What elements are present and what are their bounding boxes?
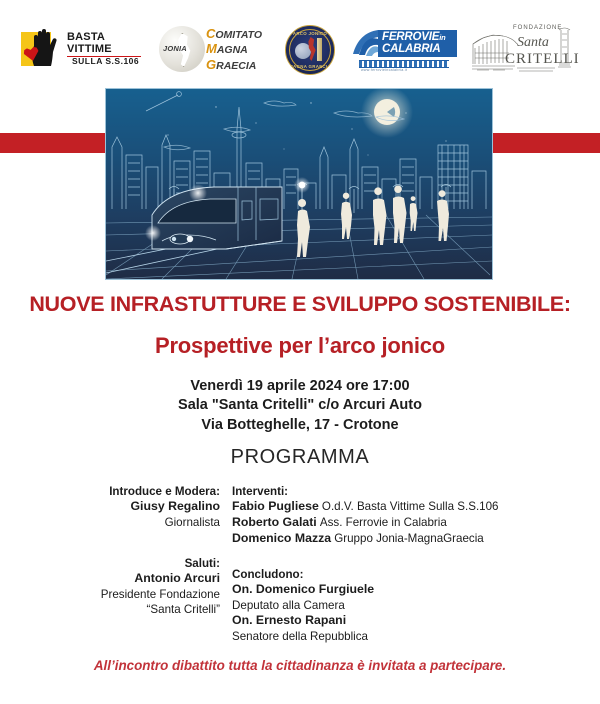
emblem-column-icon [317,38,322,61]
speaker-row [232,515,562,531]
column-spacer [232,547,562,567]
event-date: Venerdì 19 aprile 2024 ore 17:00 [190,378,410,394]
ferrovie-url: www.ferrovieincalabria.it [361,68,408,72]
saluti-role-line1: Presidente Fondazione [100,588,220,602]
event-address: Via Botteghelle, 17 - Crotone [201,416,399,433]
emblem-globe-icon [295,43,311,59]
basta-vittime-line1: BASTA VITTIME [67,30,112,55]
invitation-footer: All’incontro dibattito tutta la cittadinanza è invitata a partecipare. [93,658,507,673]
speaker-name: Fabio Pugliese [232,499,319,514]
column-spacer [40,530,220,556]
fondazione-kicker: FONDAZIONE [513,25,563,31]
jonia-label: JONIA [163,44,187,53]
saluti-name: Antonio Arcuri [134,571,220,586]
speaker-name: Domenico Mazza [232,531,332,546]
saluti-group [40,556,220,617]
comitato-line [206,26,262,41]
ferrovie-line1 [382,31,454,43]
magna-line [206,41,262,56]
cap-c: C [206,25,216,41]
event-details [0,377,600,435]
speaker-name: Roberto Galati [232,515,317,530]
logo-comitato-magna-graecia [159,23,267,75]
event-venue: Sala "Santa Critelli" c/o Arcuri Auto [178,397,422,414]
logo-arco-jonico-emblem [285,25,333,73]
programma-right-column [232,484,562,644]
emblem-top-text: ARCO JONICO [292,31,328,36]
ferrovie-wordmark [378,30,457,57]
closing-speaker-name: On. Ernesto Rapani [232,613,347,628]
basta-vittime-line2: SULLA S.S.106 [72,56,140,67]
speaker-row [232,499,562,515]
rail-swoosh-icon [351,28,381,58]
interventi-group [232,484,562,547]
comitato-rest: OMITATO [215,28,263,41]
logo-ferrovie-in-calabria [351,24,451,74]
ferrovie-line2: CALABRIA [382,43,441,56]
basta-vittime-mark [19,27,65,71]
cap-g: G [206,56,217,72]
hero-illustration [106,89,492,279]
closing-speaker-role: Senatore della Repubblica [232,630,369,644]
moderator-role: Giornalista [164,516,220,530]
interventi-title: Interventi: [232,485,289,498]
saluti-title: Saluti: [184,557,220,571]
ferrovie-in: in [439,33,446,42]
saluti-role-line2: “Santa Critelli” [146,603,220,617]
closing-speaker-name: On. Domenico Furgiuele [232,582,375,597]
concludono-group [232,567,562,644]
speaker-row [232,531,562,547]
poster-title-line2: Prospettive per l’arco jonico [154,333,446,358]
hero-image-night-train-city [105,88,493,280]
magna-rest: AGNA [216,44,248,57]
poster-title-line1: NUOVE INFRASTUTTURE E SVILUPPO SOSTENIBILE: [29,292,571,316]
closing-speaker-role: Deputato alla Camera [232,599,345,613]
magna-graecia-wordmark [206,26,262,72]
circular-emblem [285,25,335,75]
railway-track-graphic [359,60,449,68]
basta-vittime-wordmark [67,32,141,66]
globe-icon [159,26,205,72]
graecia-line [206,57,262,72]
critelli-name: CRITELLI [505,51,580,67]
speaker-org: O.d.V. Basta Vittime Sulla S.S.106 [321,500,499,514]
concludono-title: Concludono: [232,568,304,582]
moderator-name: Giusy Regalino [130,499,220,514]
logo-fondazione-santa-critelli [469,22,581,76]
santa-script: Santa [517,35,549,50]
speaker-org: Gruppo Jonia-MagnaGraecia [334,532,484,546]
introduce-e-modera-title: Introduce e Modera: [109,485,220,498]
emblem-bottom-text: MAGNA GRAECIA [289,64,331,69]
logo-basta-vittime [19,25,141,73]
sponsor-logo-bar [0,18,600,80]
ferrovie-main: FERROVIE [382,31,440,43]
programma-heading: PROGRAMMA [230,446,370,468]
speaker-org: Ass. Ferrovie in Calabria [319,516,447,530]
graecia-rest: RAECIA [216,59,257,72]
cap-m: M [206,41,217,57]
introduce-e-modera-group [40,484,220,530]
programma-left-column [40,484,220,617]
